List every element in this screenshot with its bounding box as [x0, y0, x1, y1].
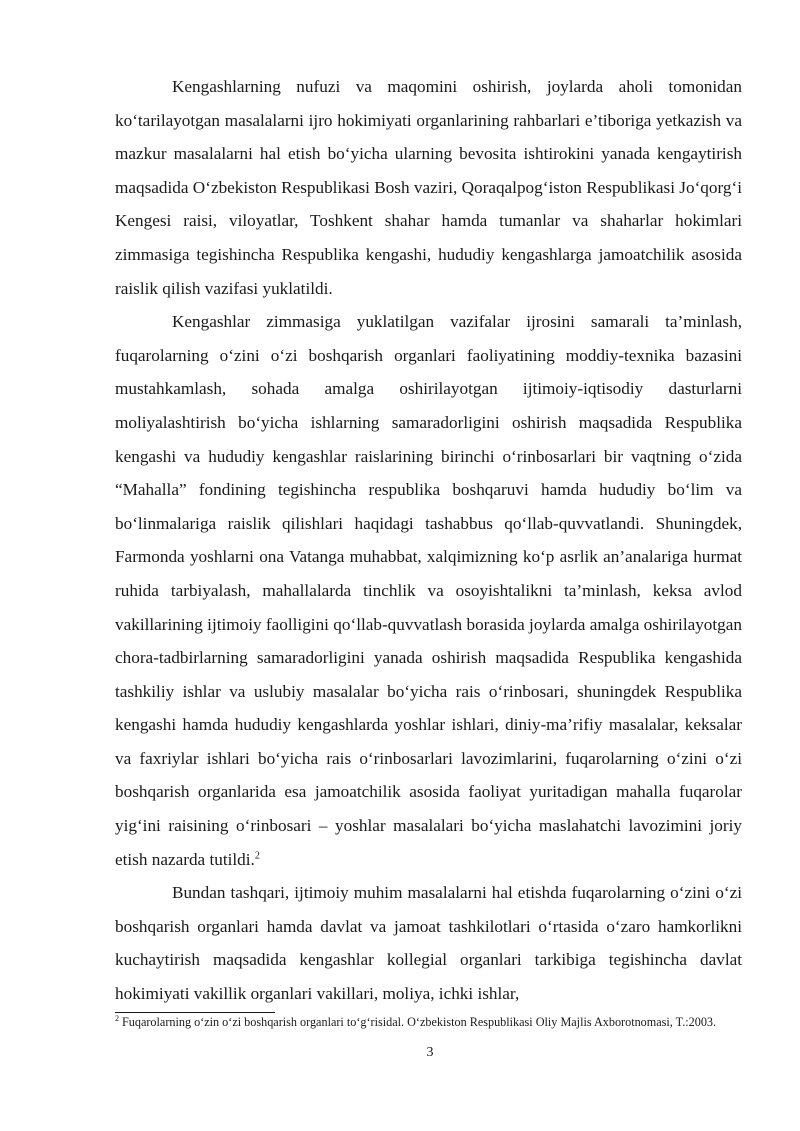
footnote-separator: [115, 1012, 275, 1013]
body-text: [115, 70, 742, 1011]
footnote-text: Fuqarolarning o‘zin o‘zi boshqarish organlari to‘g‘risidal. O‘zbekiston Respublikasi Oliy Majlis Axborotnomasi, T.:2003.: [122, 1015, 717, 1029]
paragraph-2-text: Kengashlar zimmasiga yuklatilgan vazifalar ijrosini samarali ta’minlash, fuqarolarning o‘zini o‘zi boshqarish organlari faoliyatining moddiy-texnika bazasini mustahkamlash, sohada amalga oshirilayotgan ijtimoiy-iqtisodiy dasturlarni moliyalashtirish bo‘yicha ishlarning samaradorligini oshirish maqsadida Respublika kengashi va hududiy kengashlar raislarining birinchi o‘rinbosarlari bir vaqtning o‘zida “Mahalla” fondining tegishincha respublika boshqaruvi hamda hududiy bo‘lim va bo‘linmalariga raislik qilishlari haqidagi tashabbus qo‘llab-quvvatlandi. Shuningdek, Farmonda yoshlarni ona Vatanga muhabbat, xalqimizning ko‘p asrlik an’analariga hurmat ruhida tarbiyalash, mahallalarda tinchlik va osoyishtalikni ta’minlash, keksa avlod vakillarining ijtimoiy faolligini qo‘llab-quvvatlash borasida joylarda amalga oshirilayotgan chora-tadbirlarning samaradorligini yanada oshirish maqsadida Respublika kengashida tashkiliy ishlar va uslubiy masalalar bo‘yicha rais o‘rinbosari, shuningdek Respublika kengashi hamda hududiy kengashlarda yoshlar ishlari, diniy-ma’rifiy masalalar, keksalar va faxriylar ishlari bo‘yicha rais o‘rinbosarlari lavozimlarini, fuqarolarning o‘zini o‘zi boshqarish organlarida esa jamoatchilik asosida faoliyat yuritadigan mahalla fuqarolar yig‘ini raisining o‘rinbosari – yoshlar masalalari bo‘yicha maslahatchi lavozimini joriy etish nazarda tutildi.: [115, 312, 742, 869]
page-number: 3: [426, 1045, 434, 1060]
paragraph-1-text: Kengashlarning nufuzi va maqomini oshirish, joylarda aholi tomonidan ko‘tarilayotgan masalalarni ijro hokimiyati organlarining rahbarlari e’tiboriga yetkazish va mazkur masalalarni hal etish bo‘yicha ularning bevosita ishtirokini yanada kengaytirish maqsadida O‘zbekiston Respublikasi Bosh vaziri, Qoraqalpog‘iston Respublikasi Jo‘qorg‘i Kengesi raisi, viloyatlar, Toshkent shahar hamda tumanlar va shaharlar hokimlari zimmasiga tegishincha Respublika kengashi, hududiy kengashlarga jamoatchilik asosida raislik qilish vazifasi yuklatildi.: [115, 77, 742, 298]
paragraph-3: [115, 876, 742, 1010]
paragraph-2: [115, 305, 742, 876]
paragraph-1: [115, 70, 742, 305]
footnote: [115, 1015, 742, 1030]
footnote-reference[interactable]: 2: [254, 849, 260, 861]
paragraph-3-text: Bundan tashqari, ijtimoiy muhim masalalarni hal etishda fuqarolarning o‘zini o‘zi boshqarish organlari hamda davlat va jamoat tashkilotlari o‘rtasida o‘zaro hamkorlikni kuchaytirish maqsadida kengashlar kollegial organlari tarkibiga tegishincha davlat hokimiyati vakillik organlari vakillari, moliya, ichki ishlar,: [115, 883, 742, 1004]
footnote-number: 2: [115, 1013, 119, 1023]
